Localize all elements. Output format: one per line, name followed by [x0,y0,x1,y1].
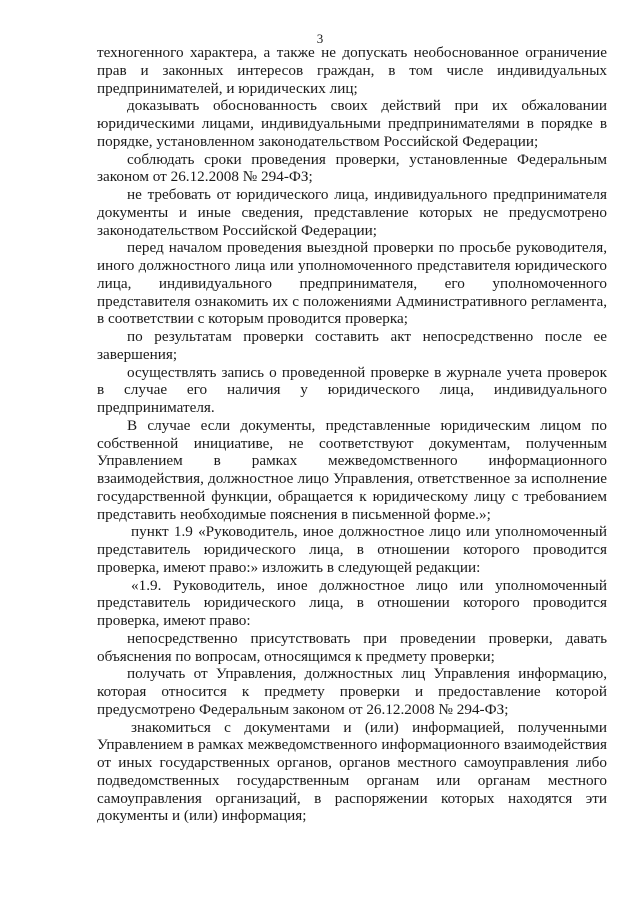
paragraph-7: осуществлять запись о проведенной проверке в журнале учета проверок в случае его наличия у юридического лица, индивидуального предпринимателя. [97,363,607,416]
paragraph-4: не требовать от юридического лица, индивидуального предпринимателя документы и иные сведения, представление которых не предусмотрено законодательством Российской Федерации; [97,186,607,239]
page-number: 3 [316,31,324,46]
paragraph-1: техногенного характера, а также не допускать необоснованное ограничение прав и законных интересов граждан, в том числе индивидуальных предпринимателей, и юридических лиц; [97,44,607,97]
paragraph-12: получать от Управления, должностных лиц Управления информацию, которая относится к предмету проверки и предоставление которой предусмотрено Федеральным законом от 26.12.2008 № 294-ФЗ; [97,665,607,718]
paragraph-9: пункт 1.9 «Руководитель, иное должностное лицо или уполномоченный представитель юридического лица, в отношении которого проводится проверка, имеют право:» изложить в следующей редакции: [97,523,607,576]
paragraph-6: по результатам проверки составить акт непосредственно после ее завершения; [97,328,607,363]
paragraph-10: «1.9. Руководитель, иное должностное лицо или уполномоченный представитель юридического лица, в отношении которого проводится проверка, имеют право: [97,576,607,629]
paragraph-13: знакомиться с документами и (или) информацией, полученными Управлением в рамках межведомственного информационного взаимодействия от иных государственных органов, органов местного самоуправления либо подведомственных государственным органам или органам местного самоуправления организаций, в распоряжении которых находятся эти документы и (или) информация; [97,718,607,825]
paragraph-5: перед началом проведения выездной проверки по просьбе руководителя, иного должностного лица или уполномоченного представителя юридического лица, индивидуального предпринимателя, его уполномоченного представителя ознакомить их с положениями Административного регламента, в соответствии с которым проводится проверка; [97,239,607,328]
paragraph-2: доказывать обоснованность своих действий при их обжаловании юридическими лицами, индивидуальными предпринимателями в порядке в порядке, установленном законодательством Российской Федерации; [97,97,607,150]
paragraph-8: В случае если документы, представленные юридическим лицом по собственной инициативе, не соответствуют документам, полученным Управлением в рамках межведомственного информационного взаимодействия, должностное лицо Управления, ответственное за исполнение государственной функции, обращается к юридическому лицу с требованием представить необходимые пояснения в письменной форме.»; [97,416,607,523]
document-body [97,44,607,825]
paragraph-11: непосредственно присутствовать при проведении проверки, давать объяснения по вопросам, относящимся к предмету проверки; [97,629,607,665]
paragraph-3: соблюдать сроки проведения проверки, установленные Федеральным законом от 26.12.2008 № 294-ФЗ; [97,150,607,186]
